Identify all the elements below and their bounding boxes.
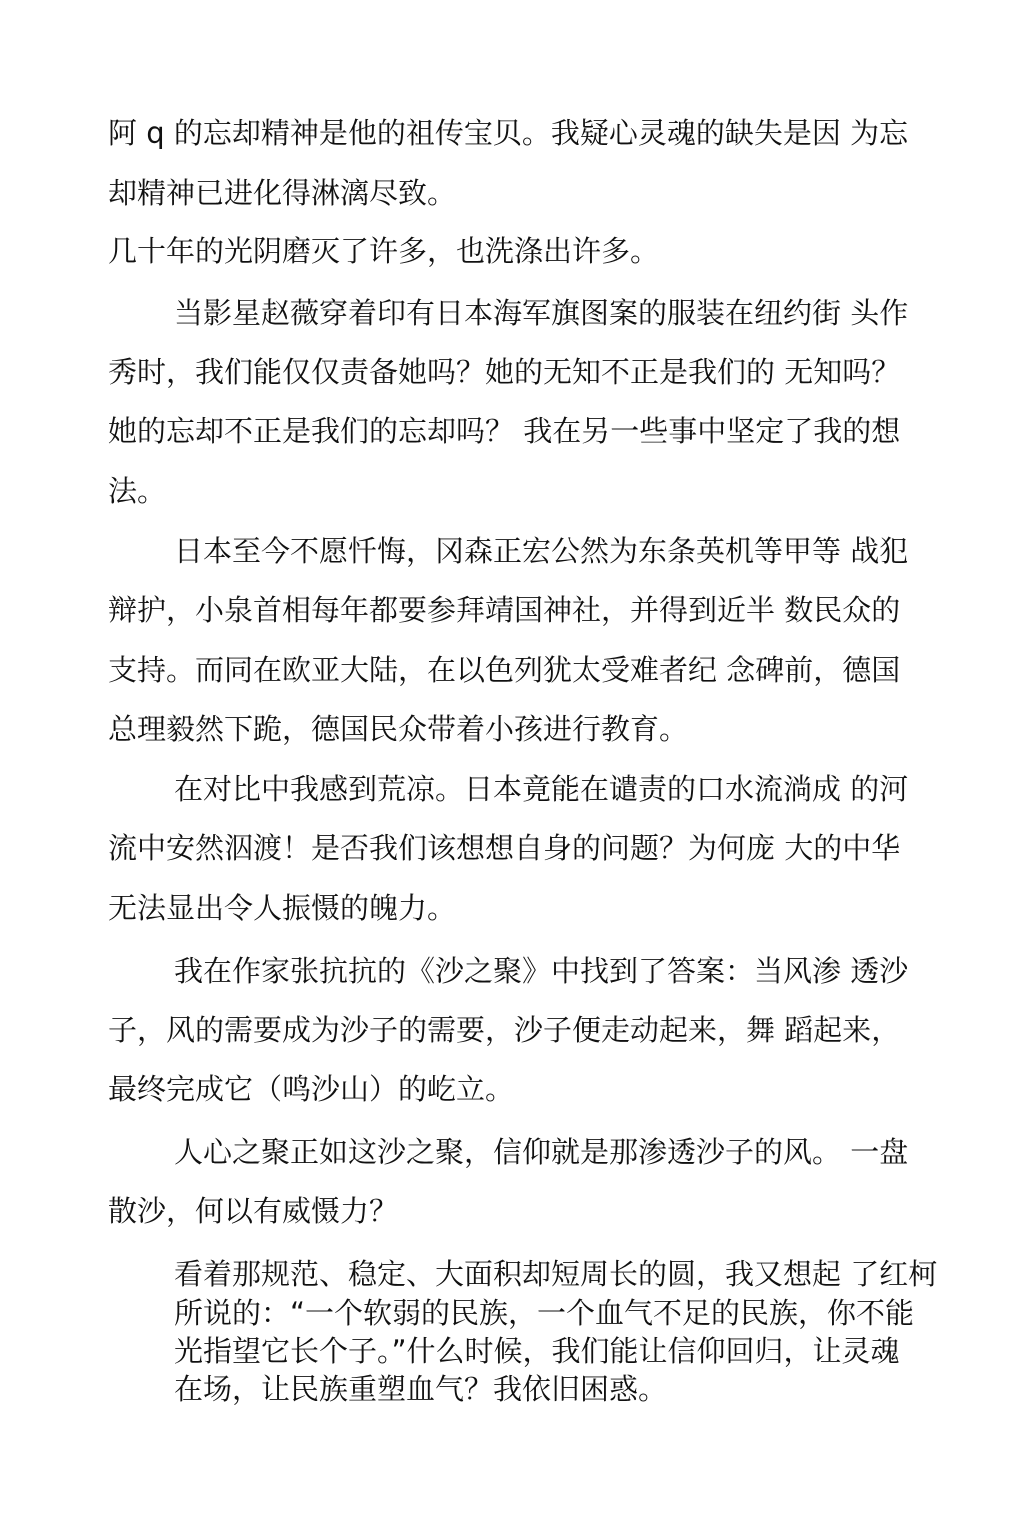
text-line-8: 日本至今不愿忏悔，冈森正宏公然为东条英机等甲等 战犯 (174, 534, 909, 568)
text-line-1: 阿 q 的忘却精神是他的祖传宝贝。我疑心灵魂的缺失是因 为忘 (108, 116, 909, 150)
text-line-22: 光指望它长个子。”什么时候，我们能让信仰回归，让灵魂 (174, 1334, 900, 1368)
text-line-19: 散沙，何以有威慑力？ (108, 1194, 399, 1228)
text-line-20: 看着那规范、稳定、大面积却短周长的圆，我又想起 了红柯 (174, 1257, 938, 1291)
text-line-13: 流中安然泅渡！是否我们该想想自身的问题？为何庞 大的中华 (108, 831, 901, 865)
text-line-15: 我在作家张抗抗的《沙之聚》中找到了答案：当风渗 透沙 (174, 954, 909, 988)
text-line-6: 她的忘却不正是我们的忘却吗？ 我在另一些事中坚定了我的想 (108, 414, 901, 448)
text-line-23: 在场，让民族重塑血气？我依旧困惑。 (174, 1372, 668, 1406)
text-line-4: 当影星赵薇穿着印有日本海军旗图案的服装在纽约街 头作 (174, 296, 909, 330)
text-line-5: 秀时，我们能仅仅责备她吗？她的无知不正是我们的 无知吗？ (108, 355, 901, 389)
text-line-7: 法。 (108, 474, 167, 508)
text-line-18: 人心之聚正如这沙之聚，信仰就是那渗透沙子的风。 一盘 (174, 1135, 909, 1169)
text-line-11: 总理毅然下跪，德国民众带着小孩进行教育。 (108, 712, 689, 746)
text-line-17: 最终完成它（鸣沙山）的屹立。 (108, 1072, 515, 1106)
text-line-2: 却精神已进化得淋漓尽致。 (108, 176, 457, 210)
text-line-12: 在对比中我感到荒凉。日本竟能在谴责的口水流淌成 的河 (174, 772, 909, 806)
text-line-10: 支持。而同在欧亚大陆，在以色列犹太受难者纪 念碑前，德国 (108, 653, 901, 687)
text-line-14: 无法显出令人振慑的魄力。 (108, 891, 457, 925)
text-line-9: 辩护，小泉首相每年都要参拜靖国神社，并得到近半 数民众的 (108, 593, 901, 627)
text-line-16: 子，风的需要成为沙子的需要，沙子便走动起来，舞 蹈起来， (108, 1013, 901, 1047)
text-line-3: 几十年的光阴磨灭了许多，也洗涤出许多。 (108, 234, 660, 268)
text-line-21: 所说的：“一个软弱的民族，一个血气不足的民族，你不能 (174, 1296, 915, 1330)
